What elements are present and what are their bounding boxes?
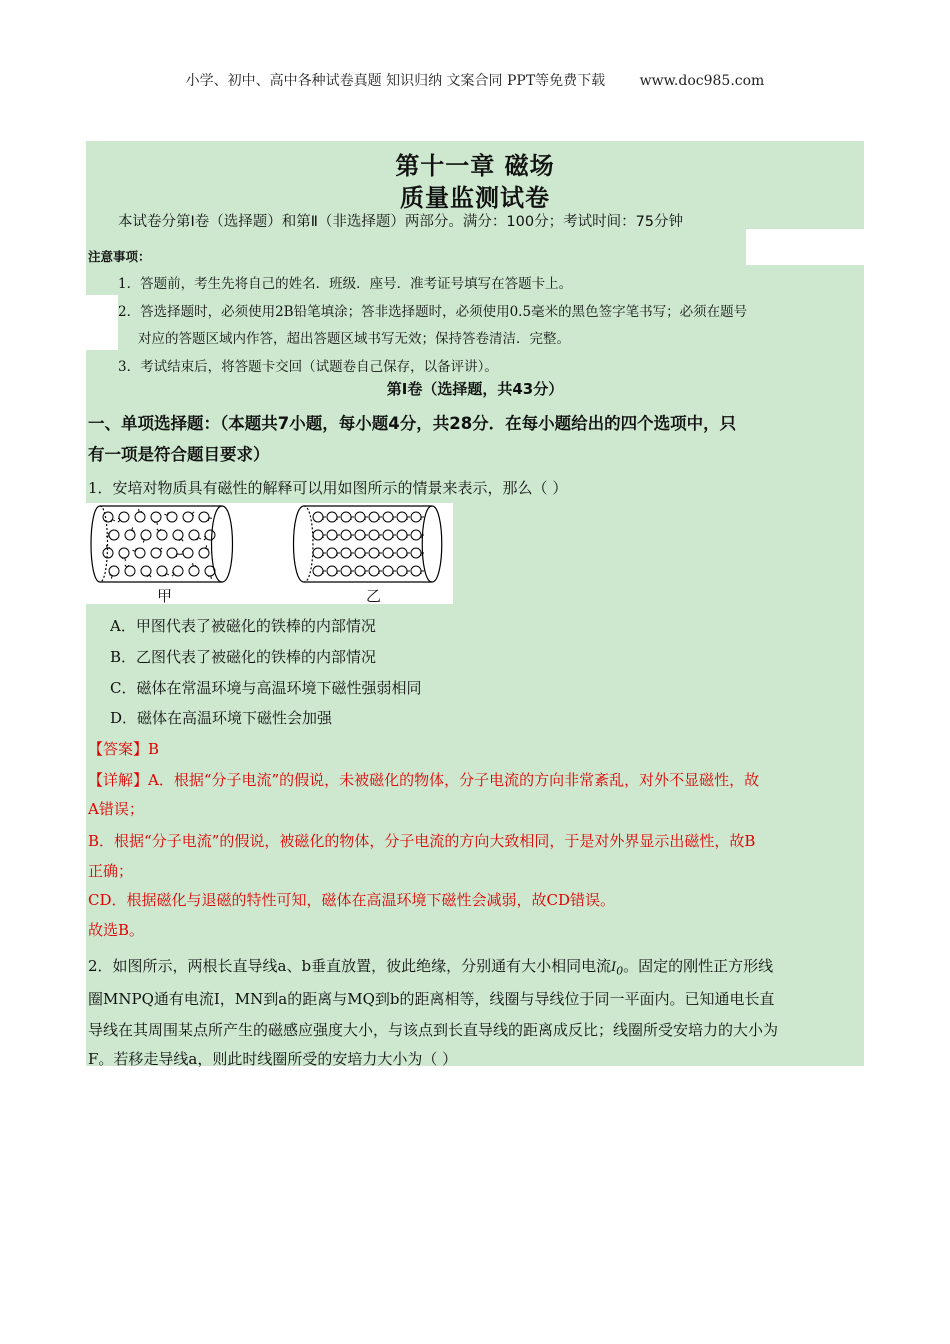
answer: 【答案】B bbox=[88, 740, 160, 758]
current-loop bbox=[341, 566, 351, 576]
current-loop bbox=[383, 530, 393, 540]
current-loop bbox=[397, 548, 407, 558]
question-2-line: F。若移走导线a，则此时线圈所受的安培力大小为（ ） bbox=[88, 1050, 458, 1068]
question-1-figure bbox=[86, 503, 453, 604]
explanation-line: 正确； bbox=[88, 862, 134, 880]
current-loop bbox=[125, 530, 135, 540]
current-loop bbox=[397, 566, 407, 576]
option-c: C．磁体在常温环境与高温环境下磁性强弱相同 bbox=[110, 679, 422, 697]
current-loop bbox=[327, 548, 337, 558]
current-loop bbox=[189, 566, 199, 576]
current-loop bbox=[369, 530, 379, 540]
current-arrow bbox=[164, 512, 168, 515]
current-arrow bbox=[179, 539, 183, 541]
section-title: 第Ⅰ卷（选择题，共43分） bbox=[386, 380, 564, 398]
current-arrow bbox=[154, 522, 157, 525]
q2-text: 2．如图所示，两根长直导线a、b垂直放置，彼此绝缘，分别通有大小相同电流 bbox=[88, 957, 612, 975]
explanation-line: CD．根据磁化与退磁的特性可知，磁体在高温环境下磁性会减弱，故CD错误。 bbox=[88, 891, 616, 909]
current-loop bbox=[119, 548, 129, 558]
notice-label: 注意事项： bbox=[88, 249, 151, 264]
current-symbol: $I_0$ bbox=[611, 960, 624, 978]
current-loop bbox=[383, 512, 393, 522]
figure-label-yi: 乙 bbox=[366, 587, 382, 605]
page-subtitle: 质量监测试卷 bbox=[400, 184, 550, 212]
current-arrow bbox=[337, 535, 340, 538]
current-arrow bbox=[323, 535, 326, 538]
explanation-line: 【详解】A．根据“分子电流”的假说，未被磁化的物体，分子电流的方向非常紊乱，对外不显磁性，故 bbox=[88, 771, 760, 789]
current-arrow bbox=[379, 535, 382, 538]
current-arrow bbox=[147, 575, 151, 577]
current-loop bbox=[135, 548, 145, 558]
current-arrow bbox=[197, 538, 201, 541]
option-b: B．乙图代表了被磁化的铁棒的内部情况 bbox=[110, 648, 377, 666]
current-arrow bbox=[139, 509, 142, 512]
current-loop bbox=[355, 566, 365, 576]
current-loop bbox=[341, 548, 351, 558]
current-arrow bbox=[109, 575, 112, 579]
q2-text: 。固定的刚性正方形线 bbox=[623, 957, 774, 975]
current-arrow bbox=[337, 571, 340, 574]
current-arrow bbox=[421, 571, 424, 574]
question-2-line bbox=[88, 955, 773, 978]
current-arrow bbox=[204, 536, 206, 540]
part-heading: 有一项是符合题目要求） bbox=[88, 445, 270, 464]
highlight-notice bbox=[86, 229, 746, 265]
current-arrow bbox=[157, 529, 161, 531]
explanation-line: B．根据“分子电流”的假说，被磁化的物体，分子电流的方向大致相同，于是对外界显示出磁性，故B bbox=[88, 832, 756, 850]
highlight-figure-right bbox=[453, 503, 864, 603]
current-loop bbox=[411, 530, 421, 540]
page-header bbox=[0, 70, 950, 90]
current-arrow bbox=[351, 571, 354, 574]
current-loop bbox=[327, 530, 337, 540]
current-arrow bbox=[176, 554, 179, 557]
notice-item: 对应的答题区域内作答，超出答题区域书写无效；保持答卷清洁．完整。 bbox=[138, 331, 570, 347]
current-arrow bbox=[351, 553, 354, 556]
current-loop bbox=[411, 548, 421, 558]
current-loop bbox=[151, 512, 161, 522]
current-arrow bbox=[125, 565, 129, 567]
current-arrow bbox=[407, 517, 410, 520]
current-loop bbox=[355, 548, 365, 558]
notice-item: 2．答选择题时，必须使用2B铅笔填涂；答非选择题时，必须使用0.5毫米的黑色签字笔书写；必须在题号 bbox=[118, 304, 748, 320]
current-loop bbox=[369, 566, 379, 576]
current-arrow bbox=[107, 545, 110, 548]
current-arrow bbox=[122, 558, 125, 561]
current-loop bbox=[383, 566, 393, 576]
current-arrow bbox=[118, 518, 120, 522]
current-loop bbox=[369, 512, 379, 522]
current-loop bbox=[183, 548, 193, 558]
current-arrow bbox=[192, 512, 194, 516]
current-loop bbox=[341, 530, 351, 540]
current-arrow bbox=[393, 517, 396, 520]
current-arrow bbox=[180, 551, 183, 554]
current-loop bbox=[313, 566, 323, 576]
current-arrow bbox=[407, 535, 410, 538]
question-1-stem: 1．安培对物质具有磁性的解释可以用如图所示的情景来表示，那么（ ） bbox=[88, 479, 568, 497]
current-arrow bbox=[421, 517, 424, 520]
current-arrow bbox=[323, 571, 326, 574]
molecular-currents-random bbox=[103, 509, 215, 579]
current-arrow bbox=[393, 571, 396, 574]
current-arrow bbox=[365, 571, 368, 574]
current-arrow bbox=[141, 539, 144, 543]
part-heading: 一、单项选择题：（本题共7小题，每小题4分，共28分．在每小题给出的四个选项中，只 bbox=[88, 414, 737, 433]
current-loop bbox=[109, 530, 119, 540]
current-arrow bbox=[351, 535, 354, 538]
current-arrow bbox=[351, 517, 354, 520]
figure-label-jia: 甲 bbox=[157, 587, 173, 605]
current-arrow bbox=[323, 517, 326, 520]
header-site: www.doc985.com bbox=[639, 73, 765, 89]
current-arrow bbox=[365, 553, 368, 556]
current-arrow bbox=[365, 517, 368, 520]
current-loop bbox=[355, 512, 365, 522]
current-loop bbox=[167, 548, 177, 558]
current-arrow bbox=[365, 535, 368, 538]
current-arrow bbox=[379, 571, 382, 574]
molecular-currents-aligned bbox=[313, 512, 424, 576]
explanation-line: A错误； bbox=[88, 800, 144, 818]
current-loop bbox=[397, 530, 407, 540]
current-arrow bbox=[132, 548, 136, 551]
current-arrow bbox=[165, 574, 169, 577]
current-arrow bbox=[393, 535, 396, 538]
current-arrow bbox=[172, 572, 174, 576]
current-arrow bbox=[208, 576, 211, 579]
current-loop bbox=[135, 512, 145, 522]
current-arrow bbox=[393, 553, 396, 556]
current-loop bbox=[205, 566, 215, 576]
current-arrow bbox=[111, 520, 115, 523]
current-loop bbox=[327, 512, 337, 522]
page-title: 第十一章 磁场 bbox=[395, 152, 555, 180]
current-loop bbox=[397, 512, 407, 522]
notice-item: 1．答题前，考生先将自己的姓名．班级．座号．准考证号填写在答题卡上。 bbox=[118, 276, 573, 292]
question-2-line: 导线在其周围某点所产生的磁感应强度大小，与该点到长直导线的距离成反比；线圈所受安培力的大小为 bbox=[88, 1021, 779, 1039]
current-loop bbox=[341, 512, 351, 522]
current-loop bbox=[109, 566, 119, 576]
current-arrow bbox=[323, 553, 326, 556]
current-arrow bbox=[379, 517, 382, 520]
current-loop bbox=[141, 530, 151, 540]
current-arrow bbox=[337, 553, 340, 556]
current-loop bbox=[355, 530, 365, 540]
current-loop bbox=[199, 512, 209, 522]
option-d: D．磁体在高温环境下磁性会加强 bbox=[110, 709, 333, 727]
current-arrow bbox=[208, 518, 211, 521]
current-loop bbox=[383, 548, 393, 558]
current-arrow bbox=[337, 517, 340, 520]
current-loop bbox=[313, 548, 323, 558]
current-arrow bbox=[193, 563, 196, 566]
current-loop bbox=[313, 512, 323, 522]
current-arrow bbox=[379, 553, 382, 556]
current-loop bbox=[369, 548, 379, 558]
exam-intro: 本试卷分第Ⅰ卷（选择题）和第Ⅱ（非选择题）两部分。满分：100分；考试时间：75分钟 bbox=[118, 214, 684, 230]
current-loop bbox=[327, 566, 337, 576]
explanation-line: 故选B。 bbox=[88, 921, 145, 939]
current-arrow bbox=[160, 548, 162, 552]
current-loop bbox=[411, 566, 421, 576]
question-2-line: 圈MNPQ通有电流I，MN到a的距离与MQ到b的距离相等，线圈与导线位于同一平面内。已知通电长直 bbox=[88, 990, 775, 1008]
current-loop bbox=[411, 512, 421, 522]
current-arrow bbox=[132, 527, 135, 531]
figure-svg bbox=[86, 503, 453, 604]
current-arrow bbox=[407, 553, 410, 556]
header-text: 小学、初中、高中各种试卷真题 知识归纳 文案合同 PPT等免费下载 bbox=[185, 73, 606, 89]
notice-item: 3．考试结束后，将答题卡交回（试题卷自己保存，以备评讲）。 bbox=[118, 359, 498, 375]
current-loop bbox=[199, 548, 209, 558]
current-arrow bbox=[407, 571, 410, 574]
current-loop bbox=[167, 512, 177, 522]
current-loop bbox=[313, 530, 323, 540]
option-a: A．甲图代表了被磁化的铁棒的内部情况 bbox=[110, 617, 376, 635]
current-arrow bbox=[206, 545, 209, 549]
